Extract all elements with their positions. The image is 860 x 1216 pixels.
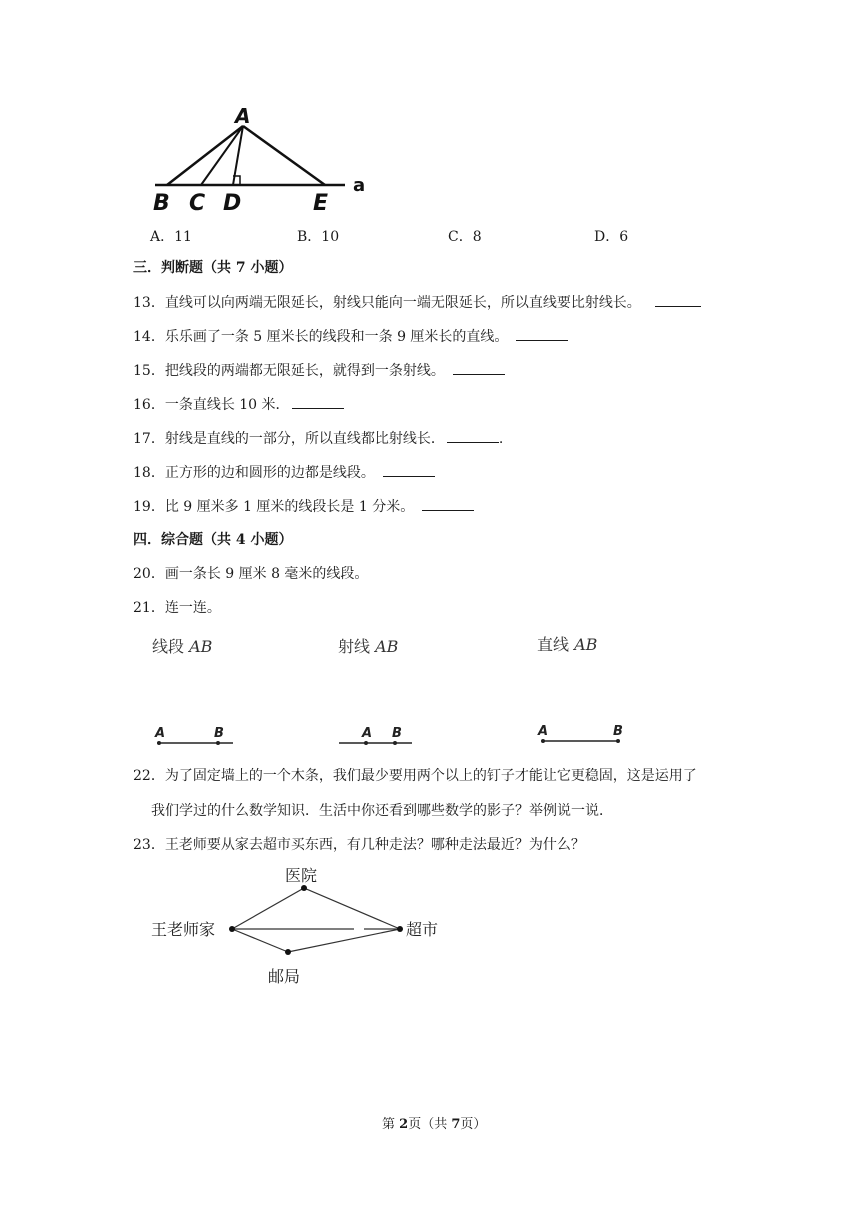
- answer-blank[interactable]: [383, 462, 435, 477]
- question-15: [133, 360, 505, 381]
- point-a-label: A: [538, 724, 549, 739]
- point-b-label: B: [392, 726, 402, 741]
- label-name: AB: [189, 637, 213, 656]
- question-21: 21．连一连。: [133, 600, 221, 616]
- market-dot: [397, 926, 403, 932]
- question-22-line2: 我们学过的什么数学知识．生活中你还看到哪些数学的影子？举例说一说．: [151, 803, 613, 819]
- point-a-dot: [157, 741, 161, 745]
- question-13: [133, 292, 701, 313]
- path-post-market: [288, 929, 400, 952]
- point-a-label: A: [155, 726, 166, 741]
- footer-total-pages: 7: [451, 1117, 461, 1132]
- footer-post: 页）: [460, 1117, 487, 1132]
- path-home-post: [232, 929, 288, 952]
- answer-blank[interactable]: [292, 394, 344, 409]
- option-a[interactable]: A．11: [150, 229, 192, 245]
- point-B-label: B: [153, 191, 170, 216]
- path-hospital-market: [304, 888, 400, 929]
- answer-blank[interactable]: [447, 428, 499, 443]
- path-home-hospital: [232, 888, 304, 929]
- label-line-ab[interactable]: [537, 632, 597, 655]
- question-16: [133, 394, 344, 415]
- label-name: AB: [375, 637, 399, 656]
- question-suffix: .: [498, 431, 504, 447]
- point-a-label: A: [362, 726, 373, 741]
- point-b-dot: [216, 741, 220, 745]
- question-17: [133, 428, 503, 449]
- question-18: [133, 462, 435, 483]
- post-dot: [285, 949, 291, 955]
- answer-blank[interactable]: [422, 496, 474, 511]
- question-text: 17．射线是直线的一部分，所以直线都比射线长．: [133, 431, 445, 447]
- label-ray-ab[interactable]: [338, 634, 398, 657]
- question-22-line1: 22．为了固定墙上的一个木条，我们最少要用两个以上的钉子才能让它更稳固，这是运用了: [133, 768, 697, 784]
- section-title-judge: 三．判断题（共 7 小题）: [133, 260, 293, 276]
- label-prefix: 射线: [338, 637, 371, 656]
- point-b-dot: [393, 741, 397, 745]
- point-D-label: D: [223, 191, 242, 216]
- answer-blank[interactable]: [453, 360, 505, 375]
- answer-blank[interactable]: [516, 326, 568, 341]
- page-footer: [382, 1113, 486, 1132]
- option-c[interactable]: C．8: [448, 229, 482, 245]
- question-text: 18．正方形的边和圆形的边都是线段。: [133, 465, 375, 481]
- home-label: 王老师家: [151, 920, 216, 939]
- market-label: 超市: [406, 920, 439, 939]
- section-title-comprehensive: 四．综合题（共 4 小题）: [133, 532, 293, 548]
- question-19: [133, 496, 474, 517]
- footer-page-number: 2: [399, 1117, 409, 1132]
- home-dot: [229, 926, 235, 932]
- answer-blank[interactable]: [655, 292, 701, 307]
- segment-AE: [243, 126, 325, 185]
- point-a-dot: [541, 739, 545, 743]
- label-prefix: 线段: [152, 637, 185, 656]
- hospital-label: 医院: [285, 866, 318, 885]
- line-figure-1[interactable]: [150, 724, 240, 750]
- point-E-label: E: [313, 191, 329, 216]
- point-a-dot: [364, 741, 368, 745]
- question-23: 23．王老师要从家去超市买东西，有几种走法？哪种走法最近？为什么？: [133, 837, 585, 853]
- label-prefix: 直线: [537, 635, 570, 654]
- question-14: [133, 326, 568, 347]
- question-text: 13．直线可以向两端无限延长，射线只能向一端无限延长，所以直线要比射线长。: [133, 295, 641, 311]
- label-segment-ab[interactable]: [152, 634, 212, 657]
- point-b-label: B: [613, 724, 623, 739]
- hospital-dot: [301, 885, 307, 891]
- label-name: AB: [574, 635, 598, 654]
- point-b-label: B: [214, 726, 224, 741]
- line-figure-2[interactable]: [334, 724, 420, 750]
- question-text: 14．乐乐画了一条 5 厘米长的线段和一条 9 厘米长的直线。: [133, 329, 509, 345]
- question-text: 19．比 9 厘米多 1 厘米的线段长是 1 分米。: [133, 499, 415, 515]
- line-figure-3[interactable]: [535, 722, 625, 748]
- question-20: 20．画一条长 9 厘米 8 毫米的线段。: [133, 566, 369, 582]
- point-b-dot: [616, 739, 620, 743]
- option-d[interactable]: D．6: [594, 229, 629, 245]
- point-C-label: C: [189, 191, 206, 216]
- option-b[interactable]: B．10: [297, 229, 340, 245]
- route-map-figure: [148, 862, 458, 994]
- footer-pre: 第: [382, 1117, 400, 1132]
- triangle-figure: [145, 104, 375, 216]
- question-text: 16．一条直线长 10 米．: [133, 397, 290, 413]
- point-A-label: A: [235, 104, 251, 128]
- segment-AB: [167, 126, 243, 185]
- line-a-label: a: [353, 175, 366, 196]
- question-text: 15．把线段的两端都无限延长，就得到一条射线。: [133, 363, 445, 379]
- post-label: 邮局: [268, 967, 301, 986]
- footer-mid: 页（共: [408, 1117, 452, 1132]
